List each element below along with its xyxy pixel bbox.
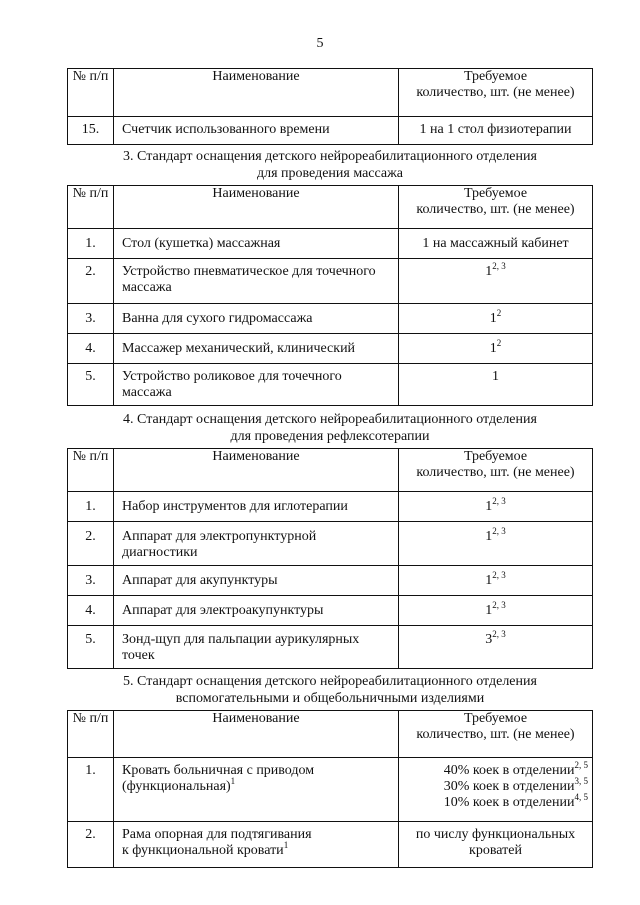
massage-equipment-table [67, 185, 593, 406]
table-cell: Кровать больничная с приводом (функциональная)$^1$ [114, 758, 399, 822]
table-row [68, 758, 593, 822]
page-number: 5 [316, 36, 324, 51]
table-row [68, 229, 593, 259]
column-header-qty: Требуемое количество, шт. (не менее) [399, 69, 593, 117]
table-cell: 1$^{2, 3}$ [399, 522, 593, 566]
table-cell: Ванна для сухого гидромассажа [114, 304, 399, 334]
table-cell: Аппарат для акупунктуры [114, 566, 399, 596]
table-cell: 1$^{2, 3}$ [399, 492, 593, 522]
table-row [68, 822, 593, 868]
table-row [68, 626, 593, 669]
column-header: Требуемое количество, шт. (не менее) [399, 711, 593, 758]
table-cell: Устройство пневматическое для точечного массажа [114, 259, 399, 304]
table-cell: 3. [68, 566, 114, 596]
table-row [68, 117, 593, 145]
table-row [68, 304, 593, 334]
table-cell: 3$^{2, 3}$ [399, 626, 593, 669]
table-cell: Счетчик использованного времени [114, 117, 399, 145]
table-cell: 2. [68, 822, 114, 868]
table-cell: 1. [68, 229, 114, 259]
table-cell: 5. [68, 626, 114, 669]
section-3-heading: 3. Стандарт оснащения детского нейрореабилитационного отделения для проведения массажа [123, 149, 537, 181]
table-cell: Зонд-щуп для пальпации аурикулярных точек [114, 626, 399, 669]
table-header-row [68, 186, 593, 229]
table-row [68, 596, 593, 626]
table-cell: Устройство роликовое для точечного массажа [114, 364, 399, 406]
table-cell: 1 на массажный кабинет [399, 229, 593, 259]
table-cell: 2. [68, 259, 114, 304]
equipment-table-continued [67, 68, 593, 145]
reflexotherapy-equipment-table [67, 448, 593, 669]
table-row [68, 259, 593, 304]
table-cell: по числу функциональных кроватей [399, 822, 593, 868]
table-cell: Набор инструментов для иглотерапии [114, 492, 399, 522]
section-4-heading: 4. Стандарт оснащения детского нейрореабилитационного отделения для проведения рефлексотерапии [123, 412, 537, 444]
table-header-row [68, 69, 593, 117]
column-header: Наименование [114, 186, 399, 229]
table-cell: 1$^{2, 3}$ [399, 566, 593, 596]
column-header: Требуемое количество, шт. (не менее) [399, 449, 593, 492]
table-cell: 2. [68, 522, 114, 566]
table-cell: Аппарат для электроакупунктуры [114, 596, 399, 626]
table-cell: 15. [68, 117, 114, 145]
table-row [68, 522, 593, 566]
table-cell: 5. [68, 364, 114, 406]
column-header-name: Наименование [114, 69, 399, 117]
table-cell: 1$^{2, 3}$ [399, 259, 593, 304]
section-5-heading: 5. Стандарт оснащения детского нейрореабилитационного отделения вспомогательными и общебольничными изделиями [123, 674, 537, 706]
column-header: № п/п [68, 186, 114, 229]
column-header: № п/п [68, 449, 114, 492]
table-cell: 40% коек в отделении$^{2, 5}$ 30% коек в отделении$^{3, 5}$ 10% коек в отделении$^{4, 5}$ [399, 758, 593, 822]
table-cell: 3. [68, 304, 114, 334]
table-cell: 4. [68, 596, 114, 626]
table-header-row [68, 711, 593, 758]
table-cell: Аппарат для электропунктурной диагностики [114, 522, 399, 566]
column-header-num: № п/п [68, 69, 114, 117]
table-row [68, 334, 593, 364]
table-cell: Массажер механический, клинический [114, 334, 399, 364]
column-header: № п/п [68, 711, 114, 758]
table-cell: 1 [399, 364, 593, 406]
column-header: Требуемое количество, шт. (не менее) [399, 186, 593, 229]
column-header: Наименование [114, 711, 399, 758]
table-row [68, 364, 593, 406]
table-header-row [68, 449, 593, 492]
table-cell: $1^2$ [399, 304, 593, 334]
table-cell: 1. [68, 492, 114, 522]
auxiliary-equipment-table [67, 710, 593, 868]
table-cell: Рама опорная для подтягивания к функциональной кровати$^1$ [114, 822, 399, 868]
table-cell: 1 на 1 стол физиотерапии [399, 117, 593, 145]
table-row [68, 492, 593, 522]
table-cell: $1^2$ [399, 334, 593, 364]
table-row [68, 566, 593, 596]
column-header: Наименование [114, 449, 399, 492]
table-cell: 1. [68, 758, 114, 822]
table-cell: 1$^{2, 3}$ [399, 596, 593, 626]
table-cell: 4. [68, 334, 114, 364]
table-cell: Стол (кушетка) массажная [114, 229, 399, 259]
